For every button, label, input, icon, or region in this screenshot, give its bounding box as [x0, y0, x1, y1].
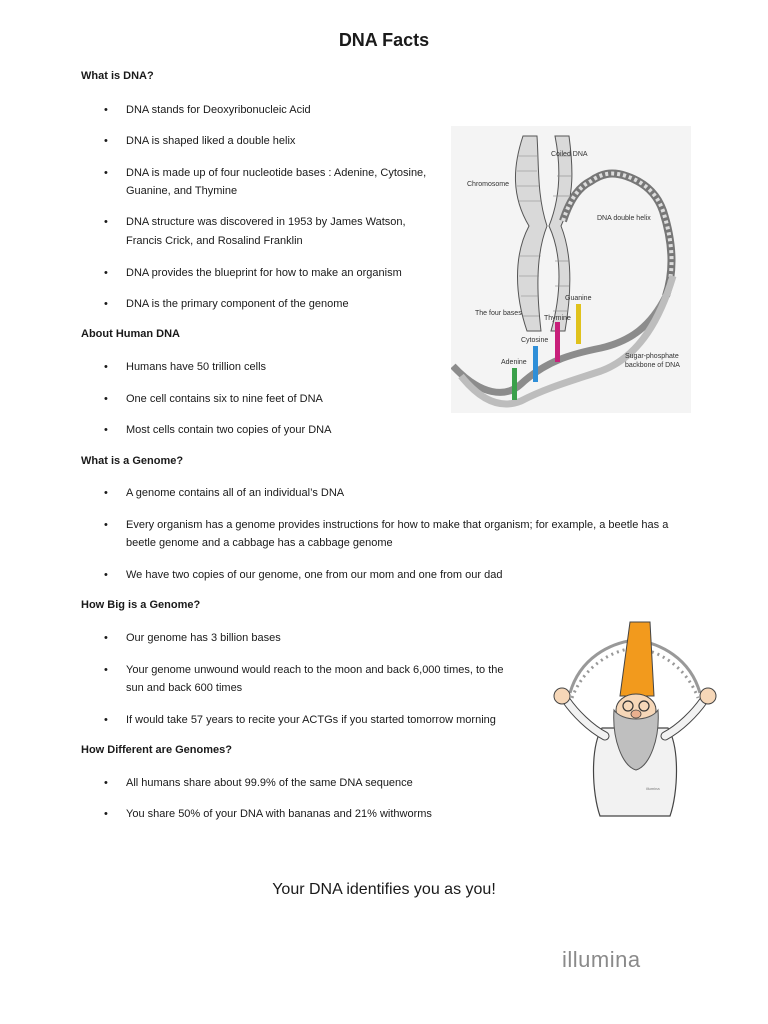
label-cytosine: Cytosine [521, 337, 549, 344]
label-guanine: Guanine [565, 295, 592, 302]
right-hand [700, 688, 716, 704]
cytosine-base [533, 346, 538, 382]
label-backbone-of-dna: backbone of DNA [625, 362, 680, 369]
bullet-text: Our genome has 3 billion bases [126, 632, 281, 644]
label-coiled-dna: Coiled DNA [551, 151, 588, 158]
heading-what-is-a-genome: What is a Genome? [81, 455, 184, 467]
thymine-base [555, 322, 560, 362]
bullet-text: Francis Crick, and Rosalind Franklin [126, 235, 303, 247]
bullet-text: Every organism has a genome provides instructions for how to make that organism; for example, a beetle has a [126, 519, 669, 531]
coat-badge: illumina [646, 786, 660, 791]
bullet-icon: • [104, 104, 108, 116]
bullet-icon: • [104, 777, 108, 789]
page-title: DNA Facts [338, 30, 430, 50]
bullet-icon: • [104, 361, 108, 373]
bullet-text: One cell contains six to nine feet of DNA [126, 393, 323, 405]
bullet-icon: • [104, 424, 108, 436]
bullet-icon: • [104, 393, 108, 405]
bullet-text: sun and back 600 times [126, 682, 243, 694]
heading-about-human-dna: About Human DNA [81, 328, 180, 340]
bullet-icon: • [104, 714, 108, 726]
bullet-icon: • [104, 135, 108, 147]
heading-how-big-is-a-genome: How Big is a Genome? [81, 599, 201, 611]
coiled-dna-strand [563, 174, 672, 296]
bullet-text: Your genome unwound would reach to the moon and back 6,000 times, to the [126, 664, 504, 676]
bullet-text: All humans share about 99.9% of the same DNA sequence [126, 777, 413, 789]
bullet-text: DNA provides the blueprint for how to make an organism [126, 267, 402, 279]
bullet-text: beetle genome and a cabbage has a cabbage genome [126, 537, 393, 549]
bullet-text: DNA is the primary component of the genome [126, 298, 349, 310]
bullet-text: Humans have 50 trillion cells [126, 361, 267, 373]
label-dna-double-helix: DNA double helix [597, 215, 651, 222]
bullet-icon: • [104, 808, 108, 820]
illumina-logo: illumina [562, 947, 641, 972]
orange-hat [620, 622, 654, 696]
label-four-bases: The four bases [475, 310, 522, 317]
bullet-icon: • [104, 664, 108, 676]
bullet-text: You share 50% of your DNA with bananas and 21% withworms [126, 808, 432, 820]
left-hand [554, 688, 570, 704]
tagline: Your DNA identifies you as you! [272, 881, 496, 898]
bullet-text: If would take 57 years to recite your ACTGs if you started tomorrow morning [126, 714, 496, 726]
label-thymine: Thymine [544, 315, 571, 322]
bullet-text: DNA is shaped liked a double helix [126, 135, 296, 147]
bullet-icon: • [104, 519, 108, 531]
bullet-text: DNA is made up of four nucleotide bases : Adenine, Cytosine, [126, 167, 427, 179]
bullet-text: Guanine, and Thymine [126, 185, 238, 197]
bullet-icon: • [104, 267, 108, 279]
bullet-icon: • [104, 487, 108, 499]
bullet-text: We have two copies of our genome, one from our mom and one from our dad [126, 569, 503, 581]
bullet-text: Most cells contain two copies of your DNA [126, 424, 332, 436]
chromosome-illustration [515, 136, 572, 331]
bullet-icon: • [104, 216, 108, 228]
bullet-icon: • [104, 167, 108, 179]
gnome-drawing [550, 618, 720, 820]
gnome-scientist-illustration [550, 618, 720, 820]
heading-what-is-dna: What is DNA? [81, 70, 154, 82]
bullet-icon: • [104, 632, 108, 644]
dna-structure-figure [451, 126, 691, 413]
bullet-text: DNA structure was discovered in 1953 by James Watson, [126, 216, 406, 228]
label-adenine: Adenine [501, 359, 527, 366]
heading-how-different-are-genomes: How Different are Genomes? [81, 744, 232, 756]
label-sugar-phosphate: Sugar-phosphate [625, 353, 679, 360]
guanine-base [576, 304, 581, 344]
bullet-icon: • [104, 298, 108, 310]
label-chromosome: Chromosome [467, 181, 510, 188]
bullet-text: DNA stands for Deoxyribonucleic Acid [126, 104, 311, 116]
dna-diagram-illustration [451, 126, 691, 413]
adenine-base [512, 368, 517, 400]
bullet-icon: • [104, 569, 108, 581]
bullet-text: A genome contains all of an individual’s DNA [126, 487, 345, 499]
